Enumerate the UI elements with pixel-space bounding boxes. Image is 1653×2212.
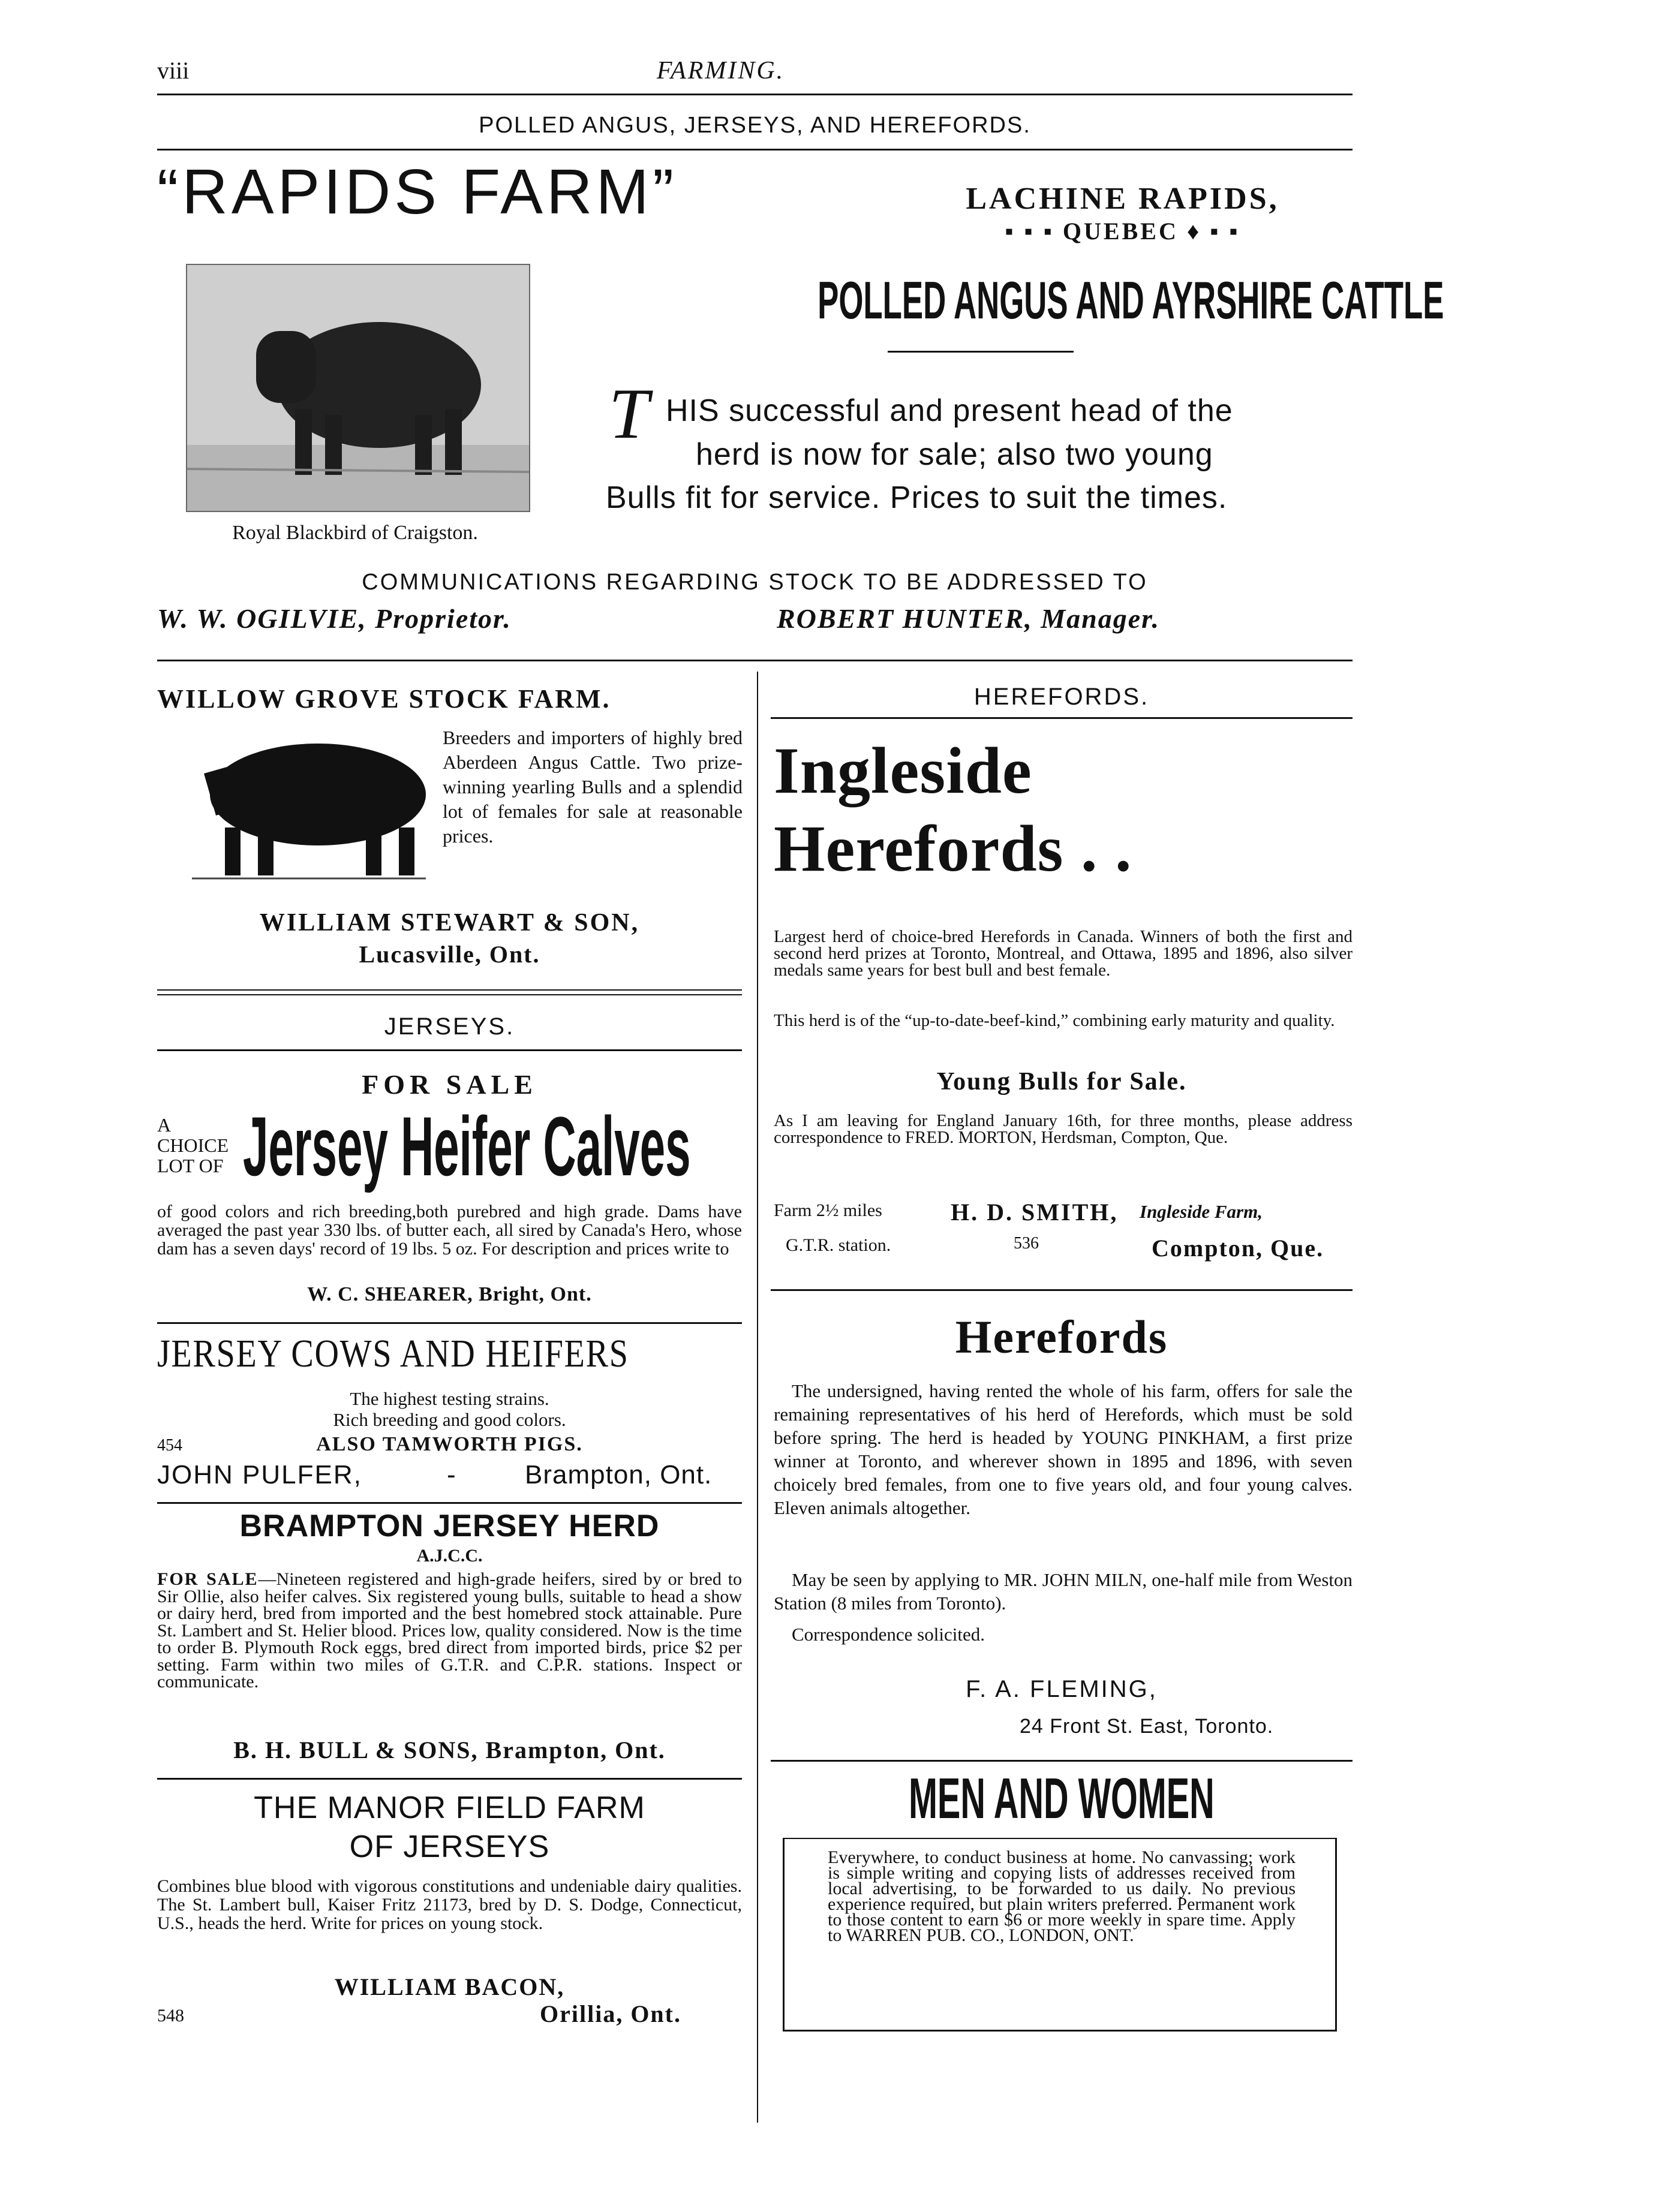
header-rule xyxy=(157,94,1353,95)
rapids-location-1: LACHINE RAPIDS, xyxy=(966,182,1279,216)
drop-cap: T xyxy=(609,374,649,453)
young-bulls-heading: Young Bulls for Sale. xyxy=(936,1068,1187,1096)
men-women-title: MEN AND WOMEN xyxy=(909,1766,1215,1831)
fleming-rule xyxy=(771,1760,1353,1762)
for-sale-heading: FOR SALE xyxy=(362,1069,537,1100)
heifer-signature: W. C. SHEARER, Bright, Ont. xyxy=(307,1283,592,1305)
breed-heading: POLLED ANGUS AND AYRSHIRE CATTLE xyxy=(818,270,1444,330)
willow-rule-1 xyxy=(157,989,742,991)
willow-place: Lucasville, Ont. xyxy=(359,941,540,968)
running-title: FARMING. xyxy=(656,57,785,85)
manor-title-1: THE MANOR FIELD FARM xyxy=(254,1790,645,1825)
jerseys-heading: JERSEYS. xyxy=(384,1013,515,1040)
jerseys-rule xyxy=(157,1049,742,1051)
brampton-lead: FOR SALE xyxy=(157,1569,259,1589)
page-number: viii xyxy=(157,57,190,84)
men-women-body: Everywhere, to conduct business at home. No canvassing; work is simple writing and copying lists of addresses received from local advertising, to be forwarded to us daily. No previous experience required, but plain writers preferred. Permanent work to those content to earn $6 or more weekly in spare time. Apply to WARREN PUB. CO., LONDON, ONT. xyxy=(828,1847,1296,1945)
willow-rule-2 xyxy=(157,994,742,995)
brampton-sub: A.J.C.C. xyxy=(416,1546,483,1566)
compton-place: Compton, Que. xyxy=(1152,1235,1324,1262)
jersey-cows-title: JERSEY COWS AND HEIFERS xyxy=(157,1332,629,1376)
willow-title: WILLOW GROVE STOCK FARM. xyxy=(157,684,611,714)
farm-distance: Farm 2½ miles xyxy=(774,1200,882,1220)
proprietor: W. W. OGILVIE, Proprietor. xyxy=(157,603,512,634)
manor-place: Orillia, Ont. xyxy=(540,2000,681,2027)
jersey-cows-line-2: Rich breeding and good colors. xyxy=(333,1409,566,1430)
brampton-body: —Nineteen registered and high-grade heifers, sired by or bred to Sir Ollie, also heifer calves. Six registered young bulls, suitable to head a show or dairy herd, bred from imported and the best homebred stock attainable. Pure St. Lambert and St. Helier blood. Prices low, quality considered. Now is the time to order B. Plymouth Rock eggs, bred direct from imported birds, price $2 per setting. Farm within two miles of G.T.R. and C.P.R. stations. Inspect or communicate. xyxy=(157,1569,742,1692)
heifer-prefix-2: CHOICE xyxy=(157,1134,229,1156)
heifer-prefix-1: A xyxy=(157,1114,172,1136)
ingleside-body-2: This herd is of the “up-to-date-beef-kind,” combining early maturity and quality. xyxy=(774,1011,1335,1030)
subtitle-rule xyxy=(157,149,1353,151)
manor-name: WILLIAM BACON, xyxy=(334,1973,565,2000)
pulfer-dash: - xyxy=(447,1460,456,1489)
ingleside-farm-name: Ingleside Farm, xyxy=(1140,1201,1263,1222)
gtr-station: G.T.R. station. xyxy=(786,1235,891,1255)
fleming-name: F. A. FLEMING, xyxy=(966,1676,1158,1702)
willow-owner: WILLIAM STEWART & SON, xyxy=(259,909,640,937)
section-subtitle: POLLED ANGUS, JERSEYS, AND HEREFORDS. xyxy=(479,113,1031,138)
herefords-rule xyxy=(771,717,1353,719)
heifer-rule xyxy=(157,1322,742,1324)
ingleside-title-2: Herefords . . xyxy=(774,812,1132,885)
fleming-address: 24 Front St. East, Toronto. xyxy=(1020,1715,1274,1738)
tamworth-pigs: ALSO TAMWORTH PIGS. xyxy=(316,1433,583,1455)
fleming-body-1: The undersigned, having rented the whole of his farm, offers for sale the remaining representatives of his herd of Herefords, which must be sold before spring. The herd is headed by YOUNG PINKHAM, a first prize winner at Toronto, and wherever shown in 1895 and 1896, with seven choicely bred females, from one to five years old, and four young calves. Eleven animals altogether. xyxy=(774,1380,1353,1518)
black-bull-image xyxy=(187,265,529,511)
manager: ROBERT HUNTER, Manager. xyxy=(777,603,1160,634)
fleming-body-2: May be seen by applying to MR. JOHN MILN, one-half mile from Weston Station (8 miles from Toronto). xyxy=(774,1569,1353,1614)
ingleside-rule xyxy=(771,1289,1353,1291)
rapids-bottom-rule xyxy=(157,660,1353,661)
jersey-cows-line-1: The highest testing strains. xyxy=(350,1388,549,1409)
pulfer-name: JOHN PULFER, xyxy=(157,1460,362,1489)
ingleside-leaving: As I am leaving for England January 16th, for three months, please address correspondence to FRED. MORTON, Herdsman, Compton, Que. xyxy=(774,1111,1353,1147)
photo-caption: Royal Blackbird of Craigston. xyxy=(232,522,478,544)
brampton-signature: B. H. BULL & SONS, Brampton, Ont. xyxy=(233,1737,666,1763)
ingleside-body-1: Largest herd of choice-bred Herefords in Canada. Winners of both the first and second herd prizes at Toronto, Montreal, and Ottawa, 1895 and 1896, also silver medals same years for best bull and best female. xyxy=(774,927,1353,980)
brampton-body-wrap xyxy=(157,1571,742,1691)
rapids-body-2: herd is now for sale; also two young xyxy=(696,437,1213,472)
communications-line: COMMUNICATIONS REGARDING STOCK TO BE ADDRESSED TO xyxy=(362,570,1148,595)
cattle-photo xyxy=(186,264,530,512)
pulfer-place: Brampton, Ont. xyxy=(525,1460,713,1489)
willow-cattle-image xyxy=(168,732,438,887)
manor-number: 548 xyxy=(157,2006,184,2026)
cow-icon xyxy=(168,732,438,887)
heifer-body: of good colors and rich breeding,both purebred and high grade. Dams have averaged the past year 330 lbs. of butter each, all sired by Canada's Hero, whose dam has a seven days' record of 19 lbs. 5 oz. For description and prices write to xyxy=(157,1202,742,1259)
rapids-location-2: ▪ ▪ ▪ QUEBEC ♦ ▪ ▪ xyxy=(1005,218,1240,245)
ingleside-title-1: Ingleside xyxy=(774,734,1032,807)
manor-body: Combines blue blood with vigorous constitutions and undeniable dairy qualities. The St. Lambert bull, Kaiser Fritz 21173, bred by D. S. Dodge, Connecticut, U.S., heads the herd. Write for prices on young stock. xyxy=(157,1876,742,1933)
heifer-big-title: Jersey Heifer Calves xyxy=(243,1099,691,1193)
rapids-farm-name: “RAPIDS FARM” xyxy=(157,157,678,227)
column-divider xyxy=(757,672,758,2123)
willow-body: Breeders and importers of highly bred Aberdeen Angus Cattle. Two prize-winning yearling Bulls and a splendid lot of females for sale at reasonable prices. xyxy=(443,727,743,847)
brampton-title: BRAMPTON JERSEY HERD xyxy=(239,1509,660,1543)
ingleside-number: 536 xyxy=(1014,1234,1039,1253)
manor-title-2: OF JERSEYS xyxy=(349,1829,550,1864)
jersey-cows-number: 454 xyxy=(157,1436,182,1455)
fleming-title: Herefords xyxy=(955,1311,1168,1363)
brampton-rule xyxy=(157,1778,742,1780)
herefords-heading: HEREFORDS. xyxy=(973,684,1150,710)
heifer-prefix-3: LOT OF xyxy=(157,1155,224,1176)
rapids-body-1: HIS successful and present head of the xyxy=(666,393,1233,428)
breed-heading-rule xyxy=(888,351,1074,353)
fleming-body-3: Correspondence solicited. xyxy=(792,1624,985,1645)
hd-smith: H. D. SMITH, xyxy=(951,1199,1119,1226)
rapids-body-3: Bulls fit for service. Prices to suit the times. xyxy=(606,480,1228,515)
pulfer-rule xyxy=(157,1502,742,1504)
